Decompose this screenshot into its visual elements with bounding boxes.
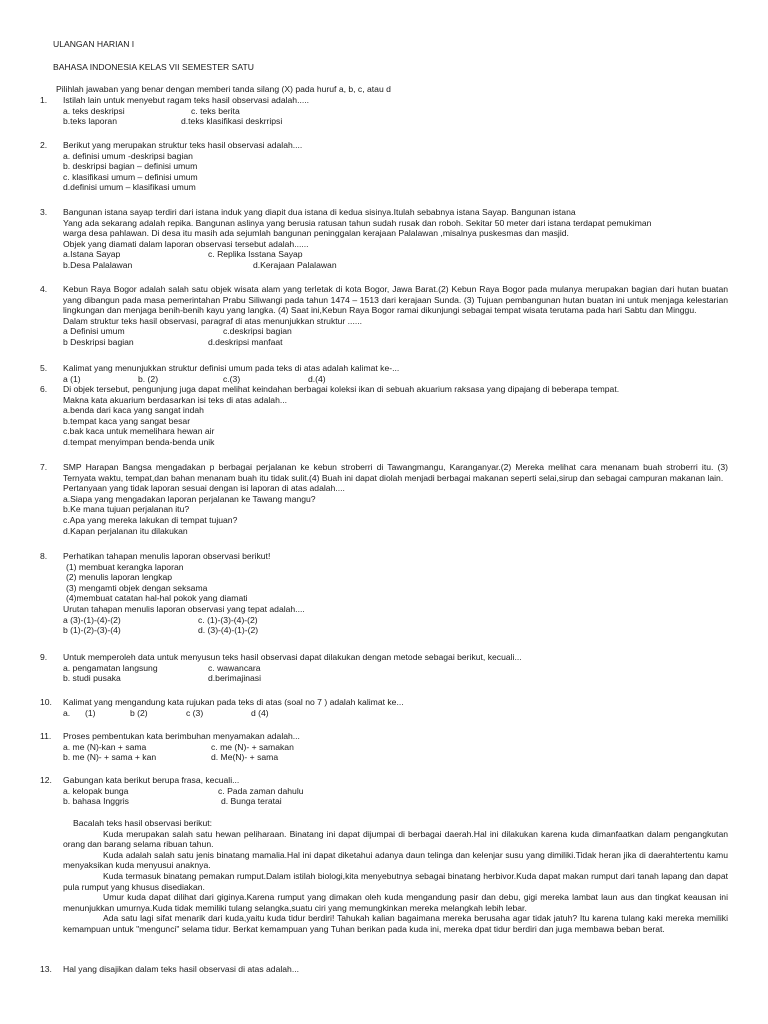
option-a[interactable]: a Definisi umum [63,326,125,337]
step-item: (3) mengamti objek dengan seksama [66,582,208,593]
option-a[interactable]: a (3)-(1)-(4)-(2) [63,614,121,625]
option-d[interactable]: d. Me(N)- + sama [211,752,279,763]
question-text: Bangunan istana sayap terdiri dari istana induk yang diapit dua istana di kedua sisinya.Itulah sebabnya istana Sayap. Bangunan istana [63,207,576,217]
question-prompt: Makna kata akuarium berdasarkan isi teks di atas adalah... [63,394,288,405]
question-text: Gabungan kata berikut berupa frasa, kecuali... [63,775,240,785]
option-d[interactable]: d.definisi umum – klasifikasi umum [63,182,196,193]
option-c[interactable]: c.deskripsi bagian [223,326,292,337]
question-number: 1. [40,95,48,105]
option-d[interactable]: d.Kerajaan Palalawan [253,259,337,270]
option-c[interactable]: c. klasifikasi umum – definisi umum [63,171,198,182]
question-number: 7. [40,462,48,472]
option-a[interactable]: a. me (N)-kan + sama [63,741,147,752]
option-b[interactable]: b. me (N)- + sama + kan [63,752,157,763]
question-prompt: Urutan tahapan menulis laporan observasi yang tepat adalah.... [63,603,305,614]
passage-intro: Bacalah teks hasil observasi berikut: [73,818,213,828]
passage-paragraph: Kuda adalah salah satu jenis binatang mamalia.Hal ini dapat diketahui adanya daun telinga dan kelenjar susu yang dimiliki.Tidak heran jika di daerahtertentu kamu menyaksikan kuda menyusui anaknya. [63,849,728,871]
option-c[interactable]: c. Pada zaman dahulu [218,785,304,796]
question-text: Perhatikan tahapan menulis laporan observasi berikut! [63,551,271,561]
option-a[interactable]: a. kelopak bunga [63,785,129,796]
option-d[interactable]: d. Bunga teratai [221,796,282,807]
option-b[interactable]: b (2) [130,707,148,718]
question-number: 10. [40,697,52,707]
question-text: Untuk memperoleh data untuk menyusun teks hasil observasi dapat dilakukan dengan metode sebagai berikut, kecuali... [63,652,522,662]
option-a[interactable]: a. teks deskripsi [63,105,125,116]
question-number: 4. [40,284,48,294]
option-a[interactable]: a. definisi umum -deskripsi bagian [63,150,193,161]
instruction-text: Pilihlah jawaban yang benar dengan memberi tanda silang (X) pada huruf a, b, c, atau d [56,84,391,94]
option-c[interactable]: c.bak kaca untuk memelihara hewan air [63,426,215,437]
question-text: warga desa pahlawan. Di desa itu masih ada sejumlah bangunan peninggalan kerajaan Palalawan ,misalnya puskesmas dan masjid. [63,228,569,239]
question-text: Yang ada sekarang adalah repika. Bangunan aslinya yang berusia ratusan tahun sudah rusak dan roboh. Sekitar 50 meter dari istana terdapat pemukiman [63,217,652,228]
question-text: Proses pembentukan kata berimbuhan menyamakan adalah... [63,731,300,741]
step-item: (1) membuat kerangka laporan [66,561,184,572]
option-b[interactable]: b. deskripsi bagian – definisi umum [63,161,198,172]
option-b[interactable]: b.Desa Palalawan [63,259,133,270]
question-prompt: Dalam struktur teks hasil observasi, paragraf di atas menunjukkan struktur ...... [63,315,362,326]
question-number: 2. [40,140,48,150]
question-prompt: Objek yang diamati dalam laporan observasi tersebut adalah...... [63,238,309,249]
passage-text: Di objek tersebut, pengunjung juga dapat melihat keindahan berbagai koleksi ikan di sebuah akuarium raksasa yang dipajang di beberapa tempat. [63,384,620,394]
question-text: Hal yang disajikan dalam teks hasil observasi di atas adalah... [63,964,299,974]
question-number: 8. [40,551,48,561]
option-b[interactable]: b (1)-(2)-(3)-(4) [63,625,121,636]
option-d[interactable]: d (4) [251,707,269,718]
step-item: (4)membuat catatan hal-hal pokok yang diamati [66,593,248,604]
option-b[interactable]: b Deskripsi bagian [63,336,134,347]
option-d[interactable]: d.tempat menyimpan benda-benda unik [63,436,215,447]
passage-paragraph: Kuda termasuk binatang pemakan rumput.Dalam istilah biologi,kita menyebutnya sebagai binatang herbivor.Kuda dapat makan rumput dari tanah lapang dan dapat pula rumput yang khusus disediakan. [63,870,728,892]
option-a[interactable]: a.Siapa yang mengadakan laporan perjalanan ke Tawang mangu? [63,493,316,504]
question-text: Kalimat yang menunjukkan struktur definisi umum pada teks di atas adalah kalimat ke-... [63,363,400,373]
option-b[interactable]: b.tempat kaca yang sangat besar [63,415,191,426]
option-d[interactable]: d.teks klasifikasi deskrripsi [181,116,283,127]
passage-text: SMP Harapan Bangsa mengadakan p berbagai perjalanan ke kebun stroberri di Tawangmangu, Karanganyar.(2) Mereka melihat cara menanam buah stroberri itu. (3) Ternyata waktu, tempat,dan bahan menanam buah itu tidak sulit.(4) Buah ini dapat diolah menjadi berbagai makanan seperti selai,sirup dan sebagai campuran makanan lain. [63,462,728,483]
option-d[interactable]: d. (3)-(4)-(1)-(2) [198,625,259,636]
passage-text: Kebun Raya Bogor adalah salah satu objek wisata alam yang terletak di kota Bogor, Jawa Barat.(2) Kebun Raya Bogor pada mulanya merupakan bagian dari hutan buatan yang dibangun pada masa pemerintahan Prabu Siliwangi pada tahun 1474 – 1513 dari kerajaan Sunda. (3) Tujuan pembangunan hutan buatan ini untuk menjaga kelestarian lingkungan dan menjaga benih-benih kayu yang langka. (4) Saat ini,Kebun Raya Bogor ramai dikunjungi sebagai tempat wisata terutama pada hari Sabtu dan Minggu. [63,284,728,316]
option-b[interactable]: b.teks laporan [63,116,117,127]
option-b[interactable]: b. bahasa Inggris [63,796,129,807]
question-number: 5. [40,363,48,373]
option-d[interactable]: d.(4) [308,373,326,384]
exam-subtitle: BAHASA INDONESIA KELAS VII SEMESTER SATU [53,62,254,72]
question-text: Istilah lain untuk menyebut ragam teks hasil observasi adalah..... [63,95,310,105]
option-b[interactable]: b.Ke mana tujuan perjalanan itu? [63,504,190,515]
question-number: 6. [40,384,48,394]
passage-paragraph: Ada satu lagi sifat menarik dari kuda,yaitu kuda tidur berdiri! Tahukah kalian bagaimana mereka berusaha agar tidak jatuh? Itu karena tulang kaki mereka memiliki kemampuan untuk "mengunci" selama tidur. Berkat kemampuan yang Tuhan berikan pada kuda ini, mereka dpat tidur berdiri dan juga membawa beban berat. [63,913,728,934]
question-number: 3. [40,207,48,217]
option-c[interactable]: c.Apa yang mereka lakukan di tempat tujuan? [63,514,238,525]
option-b[interactable]: b. (2) [138,373,159,384]
option-c[interactable]: c. (1)-(3)-(4)-(2) [198,614,258,625]
question-text: Berikut yang merupakan struktur teks hasil observasi adalah.... [63,140,303,150]
question-text: Kalimat yang mengandung kata rujukan pada teks di atas (soal no 7 ) adalah kalimat ke... [63,697,404,707]
passage-paragraph: Kuda merupakan salah satu hewan peliharaan. Binatang ini dapat dijumpai di berbagai daerah.Hal ini dilakukan karena kuda dimanfaatkan dalam pengangkutan orang dan barang selama ribuan tahun. [63,828,728,850]
option-c[interactable]: c. wawancara [208,662,261,673]
option-a[interactable]: a. pengamatan langsung [63,662,158,673]
option-c[interactable]: c. teks berita [191,105,240,116]
question-number: 12. [40,775,52,785]
option-c[interactable]: c (3) [186,707,204,718]
question-number: 13. [40,964,52,974]
option-c[interactable]: c. Replika Isstana Sayap [208,249,303,260]
option-d[interactable]: d.berimajinasi [208,673,262,684]
option-a[interactable]: a.Istana Sayap [63,249,121,260]
option-c[interactable]: c. me (N)- + samakan [211,741,294,752]
question-number: 9. [40,652,48,662]
question-prompt: Pertanyaan yang tidak laporan sesuai dengan isi laporan di atas adalah.... [63,483,345,494]
option-d[interactable]: d.Kapan perjalanan itu dilakukan [63,525,188,536]
option-c[interactable]: c.(3) [223,373,241,384]
reading-passage [63,818,728,935]
question-number: 11. [40,731,52,741]
option-a[interactable]: a.benda dari kaca yang sangat indah [63,405,204,416]
step-item: (2) menulis laporan lengkap [66,572,173,583]
option-a[interactable]: a. (1) [63,707,96,718]
option-b[interactable]: b. studi pusaka [63,673,121,684]
option-a[interactable]: a (1) [63,373,81,384]
exam-title: ULANGAN HARIAN I [53,39,135,49]
passage-paragraph: Umur kuda dapat dilihat dari giginya.Karena rumput yang dimakan oleh kuda mengandung pasir dan debu, gigi mereka lambat laun aus dan tingkat keausan ini menunjukkan umurnya.Kuda tidak memiliki tulang selangka,suatu ciri yang memungkinkan mereka melangkah lebih lebar. [63,892,728,913]
option-d[interactable]: d.deskripsi manfaat [208,336,283,347]
